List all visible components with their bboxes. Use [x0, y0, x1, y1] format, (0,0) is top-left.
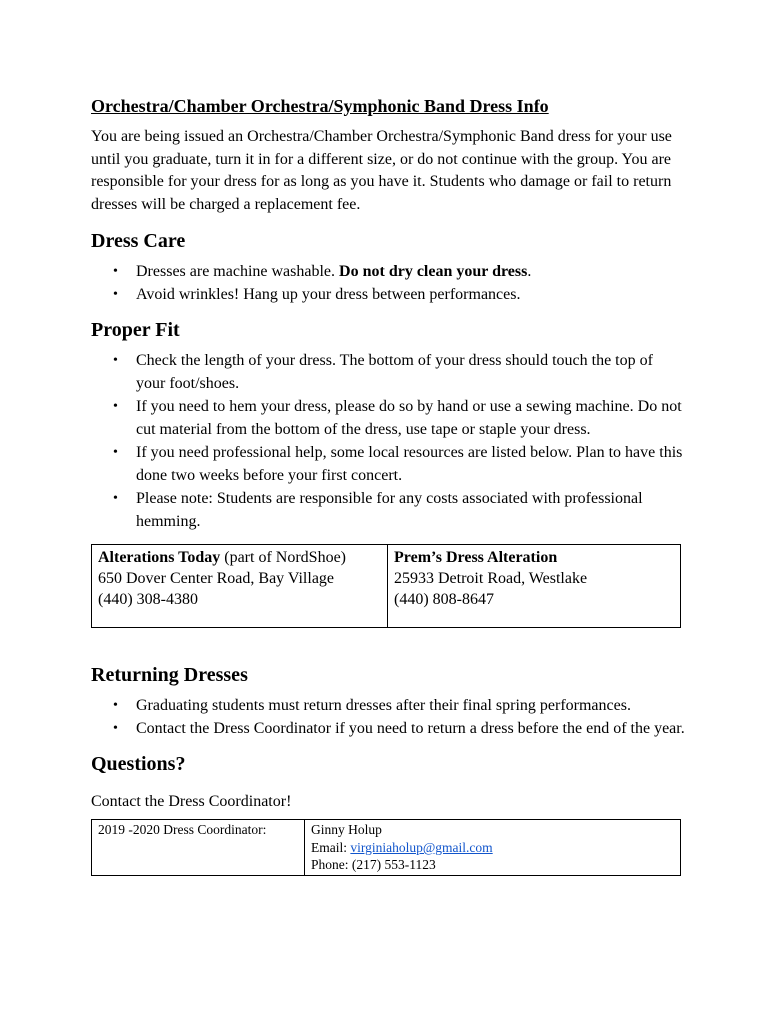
resource-name: Alterations Today	[98, 549, 221, 567]
list-item	[91, 441, 686, 487]
resource-address: 25933 Detroit Road, Westlake	[394, 570, 588, 588]
document-page	[91, 94, 691, 876]
list-item-text: Please note: Students are responsible for any costs associated with professional hemming.	[136, 490, 643, 531]
resource-address: 650 Dover Center Road, Bay Village	[98, 570, 335, 588]
list-item	[91, 349, 686, 395]
list-item	[91, 260, 686, 283]
bullet-icon: •	[113, 399, 118, 415]
bullet-icon: •	[113, 353, 118, 369]
list-item-end: .	[527, 263, 532, 281]
bullet-icon: •	[113, 721, 118, 737]
list-item	[91, 395, 686, 441]
coordinator-label: 2019 -2020 Dress Coordinator:	[92, 820, 305, 876]
questions-heading: Questions?	[91, 753, 186, 776]
coordinator-name: Ginny Holup	[311, 822, 382, 838]
table-row	[92, 545, 681, 628]
dress-care-list	[91, 260, 691, 306]
proper-fit-heading: Proper Fit	[91, 319, 180, 342]
list-item-text: If you need professional help, some local resources are listed below. Plan to have this done two weeks before your first concert.	[136, 444, 683, 485]
bullet-icon: •	[113, 698, 118, 714]
resource-cell-prems-dress-alteration	[388, 545, 681, 628]
bullet-icon: •	[113, 264, 118, 280]
resource-note: (part of NordShoe)	[220, 549, 346, 567]
list-item	[91, 283, 686, 306]
page-title: Orchestra/Chamber Orchestra/Symphonic Band Dress Info	[91, 96, 549, 116]
bullet-icon: •	[113, 491, 118, 507]
resource-cell-alterations-today	[92, 545, 388, 628]
list-item-text: Graduating students must return dresses after their final spring performances.	[136, 697, 631, 715]
list-item-bold: Do not dry clean your dress	[339, 263, 528, 281]
email-label: Email:	[311, 839, 351, 855]
table-row	[92, 820, 681, 876]
list-item-text: Contact the Dress Coordinator if you need to return a dress before the end of the year.	[136, 720, 685, 738]
returning-dresses-heading: Returning Dresses	[91, 664, 248, 687]
list-item-text: Check the length of your dress. The bottom of your dress should touch the top of your foot/shoes.	[136, 352, 653, 393]
bullet-icon: •	[113, 445, 118, 461]
dress-care-heading: Dress Care	[91, 230, 186, 253]
resource-name: Prem’s Dress Alteration	[394, 549, 558, 567]
returning-dresses-list	[91, 694, 691, 740]
list-item-text: Dresses are machine washable.	[136, 263, 340, 281]
resource-phone: (440) 808-8647	[394, 591, 494, 609]
list-item	[91, 717, 686, 740]
list-item-text: If you need to hem your dress, please do so by hand or use a sewing machine. Do not cut material from the bottom of the dress, use tape or staple your dress.	[136, 398, 682, 439]
proper-fit-list	[91, 349, 691, 533]
list-item	[91, 694, 686, 717]
resource-phone: (440) 308-4380	[98, 591, 198, 609]
coordinator-phone: Phone: (217) 553-1123	[311, 857, 436, 873]
intro-paragraph: You are being issued an Orchestra/Chamber Orchestra/Symphonic Band dress for your use until you graduate, turn it in for a different size, or do not continue with the group. You are responsible for your dress for as long as you have it. Students who damage or fail to return dresses will be charged a replacement fee.	[91, 128, 672, 213]
bullet-icon: •	[113, 287, 118, 303]
coordinator-details	[305, 820, 681, 876]
coordinator-table	[91, 819, 681, 876]
email-link[interactable]: virginiaholup@gmail.com	[350, 839, 493, 855]
alteration-resources-table	[91, 544, 681, 628]
list-item-text: Avoid wrinkles! Hang up your dress between performances.	[136, 286, 521, 304]
contact-line: Contact the Dress Coordinator!	[91, 793, 292, 811]
list-item	[91, 487, 686, 533]
